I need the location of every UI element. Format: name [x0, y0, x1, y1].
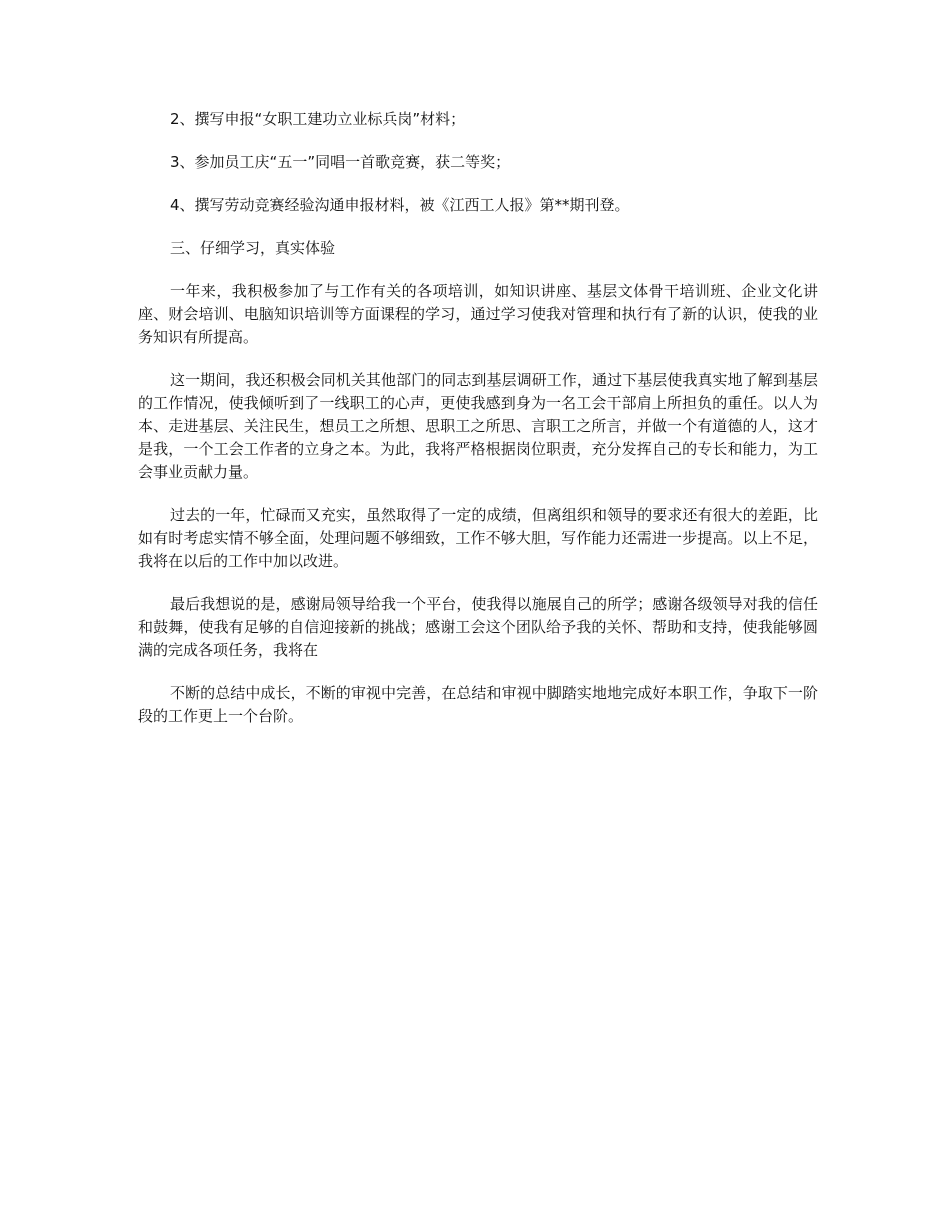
paragraph-shortcomings: 过去的一年，忙碌而又充实，虽然取得了一定的成绩，但离组织和领导的要求还有很大的差距，比如有时考虑实情不够全面，处理问题不够细致，工作不够大胆，写作能力还需进一步提高。以上不足，我将在以后的工作中加以改进。: [138, 506, 818, 570]
document-page: [138, 108, 818, 748]
list-item-4: 4、撰写劳动竞赛经验沟通申报材料，被《江西工人报》第**期刊登。: [170, 196, 630, 214]
list-item-2: 2、撰写申报“女职工建功立业标兵岗”材料；: [170, 110, 466, 128]
paragraph-training: 一年来，我积极参加了与工作有关的各项培训，如知识讲座、基层文体骨干培训班、企业文化讲座、财会培训、电脑知识培训等方面课程的学习，通过学习使我对管理和执行有了新的认识，使我的业务知识有所提高。: [138, 282, 818, 346]
section-heading: 三、仔细学习，真实体验: [170, 239, 336, 257]
paragraph-closing: 不断的总结中成长，不断的审视中完善，在总结和审视中脚踏实地地完成好本职工作，争取下一阶段的工作更上一个台阶。: [138, 684, 818, 725]
list-item-3: 3、参加员工庆“五一”同唱一首歌竞赛，获二等奖；: [170, 153, 511, 171]
paragraph-grassroots: 这一期间，我还积极会同机关其他部门的同志到基层调研工作，通过下基层使我真实地了解到基层的工作情况，使我倾听到了一线职工的心声，更使我感到身为一名工会干部肩上所担负的重任。以人为本、走进基层、关注民生，想员工之所想、思职工之所思、言职工之所言，并做一个有道德的人，这才是我，一个工会工作者的立身之本。为此，我将严格根据岗位职责，充分发挥自己的专长和能力，为工会事业贡献力量。: [138, 371, 818, 481]
paragraph-thanks: 最后我想说的是，感谢局领导给我一个平台，使我得以施展自己的所学；感谢各级领导对我的信任和鼓舞，使我有足够的自信迎接新的挑战；感谢工会这个团队给予我的关怀、帮助和支持，使我能够圆满的完成各项任务，我将在: [138, 595, 818, 659]
